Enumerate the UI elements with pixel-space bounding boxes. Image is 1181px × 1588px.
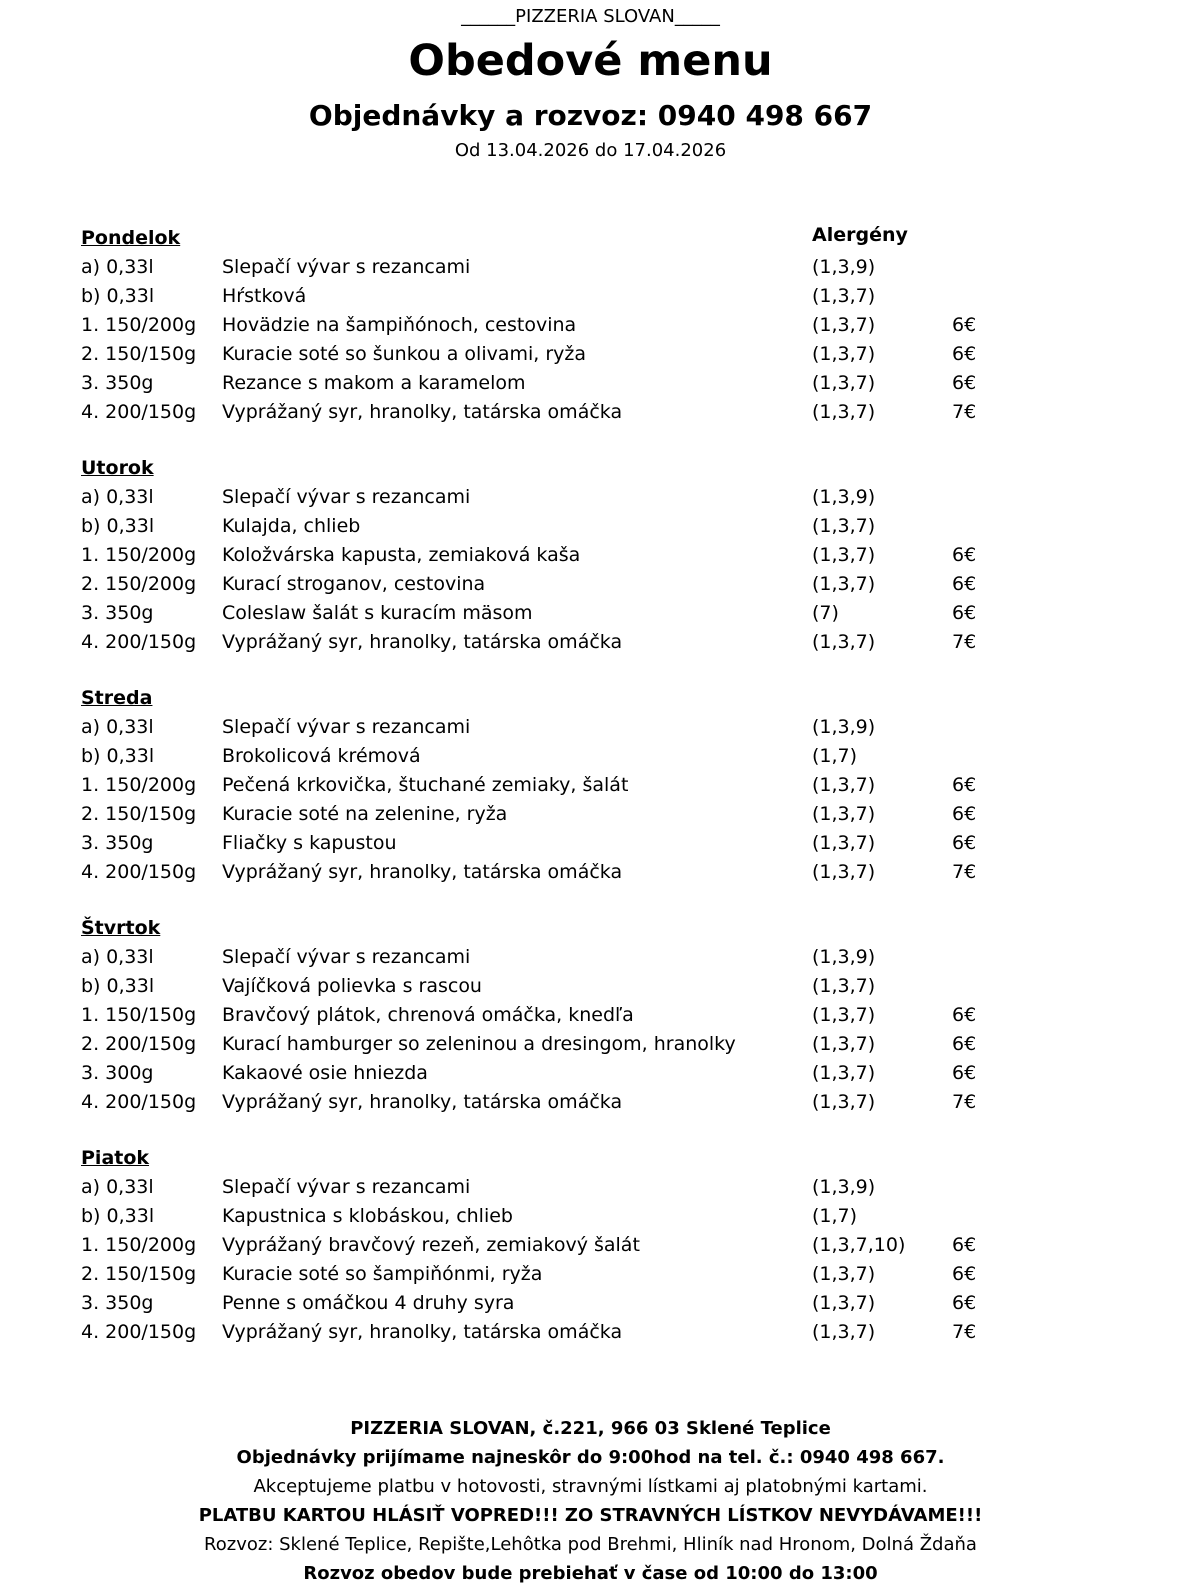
day-section-streda (81, 684, 1101, 914)
menu-item (81, 1231, 1101, 1260)
item-dish: Vyprážaný syr, hranolky, tatárska omáčka (222, 401, 623, 423)
item-price: 6€ (952, 602, 977, 624)
item-dish: Vajíčková polievka s rascou (222, 975, 482, 997)
footer-address: PIZZERIA SLOVAN, č.221, 966 03 Sklené Teplice (350, 1418, 831, 1439)
item-price: 6€ (952, 1004, 977, 1026)
item-price: 6€ (952, 343, 977, 365)
item-allergens: (1,3,7) (812, 774, 876, 796)
item-dish: Vyprážaný syr, hranolky, tatárska omáčka (222, 631, 623, 653)
item-dish: Vyprážaný bravčový rezeň, zemiakový šalát (222, 1234, 640, 1256)
item-allergens: (1,3,7) (812, 314, 876, 336)
item-code: 4. 200/150g (81, 861, 197, 883)
item-allergens: (1,3,7) (812, 1292, 876, 1314)
item-allergens: (1,3,7) (812, 861, 876, 883)
item-code: 4. 200/150g (81, 1091, 197, 1113)
item-allergens: (1,3,7,10) (812, 1234, 906, 1256)
item-price: 6€ (952, 832, 977, 854)
item-allergens: (1,3,7) (812, 372, 876, 394)
item-price: 6€ (952, 1234, 977, 1256)
item-dish: Vyprážaný syr, hranolky, tatárska omáčka (222, 1091, 623, 1113)
menu-item (81, 311, 1101, 340)
item-price: 6€ (952, 1033, 977, 1055)
day-section-pondelok (81, 224, 1101, 454)
item-price: 6€ (952, 544, 977, 566)
day-name: Utorok (81, 457, 154, 479)
menu-item (81, 858, 1101, 887)
item-allergens: (1,3,7) (812, 1091, 876, 1113)
item-price: 7€ (952, 1321, 977, 1343)
item-allergens: (1,3,7) (812, 975, 876, 997)
item-dish: Kulajda, chlieb (222, 515, 361, 537)
item-code: 1. 150/200g (81, 544, 197, 566)
item-code: 4. 200/150g (81, 631, 197, 653)
item-dish: Kurací hamburger so zeleninou a dresingom, hranolky (222, 1033, 736, 1055)
item-code: a) 0,33l (81, 716, 154, 738)
item-allergens: (1,7) (812, 1205, 858, 1227)
item-code: b) 0,33l (81, 975, 155, 997)
item-dish: Rezance s makom a karamelom (222, 372, 526, 394)
day-section-piatok (81, 1144, 1101, 1374)
menu-item (81, 1202, 1101, 1231)
item-dish: Vyprážaný syr, hranolky, tatárska omáčka (222, 861, 623, 883)
item-allergens: (1,3,7) (812, 1263, 876, 1285)
menu-item (81, 771, 1101, 800)
item-allergens: (1,3,7) (812, 832, 876, 854)
footer-info (0, 1414, 1181, 1588)
menu-item (81, 253, 1101, 282)
item-code: 1. 150/150g (81, 1004, 197, 1026)
item-price: 6€ (952, 1062, 977, 1084)
item-code: 4. 200/150g (81, 401, 197, 423)
item-dish: Slepačí vývar s rezancami (222, 1176, 471, 1198)
item-code: 2. 150/150g (81, 803, 197, 825)
item-code: b) 0,33l (81, 1205, 155, 1227)
item-allergens: (1,3,7) (812, 544, 876, 566)
item-allergens: (1,3,7) (812, 401, 876, 423)
weekly-menu (81, 224, 1101, 1374)
item-price: 7€ (952, 1091, 977, 1113)
item-dish: Penne s omáčkou 4 druhy syra (222, 1292, 515, 1314)
page-title: Obedové menu (408, 36, 773, 86)
item-price: 7€ (952, 861, 977, 883)
item-price: 6€ (952, 372, 977, 394)
item-allergens: (1,3,9) (812, 256, 876, 278)
footer-delivery-area: Rozvoz: Sklené Teplice, Repište,Lehôtka pod Brehmi, Hliník nad Hronom, Dolná Ždaňa (204, 1534, 977, 1555)
item-allergens: (1,3,7) (812, 1033, 876, 1055)
menu-item (81, 943, 1101, 972)
item-price: 6€ (952, 1263, 977, 1285)
menu-item (81, 369, 1101, 398)
item-code: 3. 350g (81, 832, 154, 854)
item-dish: Kuracie soté so šampiňónmi, ryža (222, 1263, 543, 1285)
item-dish: Kuracie soté so šunkou a olivami, ryža (222, 343, 587, 365)
item-dish: Kurací stroganov, cestovina (222, 573, 486, 595)
menu-item (81, 1059, 1101, 1088)
menu-item (81, 512, 1101, 541)
menu-item (81, 398, 1101, 427)
item-code: 4. 200/150g (81, 1321, 197, 1343)
menu-item (81, 1001, 1101, 1030)
menu-item (81, 972, 1101, 1001)
day-section-utorok (81, 454, 1101, 684)
item-code: 3. 350g (81, 1292, 154, 1314)
item-allergens: (1,3,7) (812, 1004, 876, 1026)
item-price: 6€ (952, 1292, 977, 1314)
item-code: b) 0,33l (81, 515, 155, 537)
item-allergens: (1,3,7) (812, 343, 876, 365)
item-allergens: (1,3,9) (812, 486, 876, 508)
menu-item (81, 1289, 1101, 1318)
item-allergens: (1,7) (812, 745, 858, 767)
item-price: 6€ (952, 314, 977, 336)
item-code: 2. 200/150g (81, 1033, 197, 1055)
day-name: Piatok (81, 1147, 150, 1169)
item-price: 7€ (952, 401, 977, 423)
item-allergens: (1,3,7) (812, 573, 876, 595)
item-code: 1. 150/200g (81, 774, 197, 796)
item-dish: Koložvárska kapusta, zemiaková kaša (222, 544, 581, 566)
menu-item (81, 1318, 1101, 1347)
menu-item (81, 1030, 1101, 1059)
footer-notice: PLATBU KARTOU HLÁSIŤ VOPRED!!! ZO STRAVNÝCH LÍSTKOV NEVYDÁVAME!!! (198, 1505, 983, 1526)
item-price: 6€ (952, 774, 977, 796)
item-dish: Hovädzie na šampiňónoch, cestovina (222, 314, 577, 336)
item-allergens: (1,3,9) (812, 716, 876, 738)
item-allergens: (1,3,7) (812, 1321, 876, 1343)
item-code: a) 0,33l (81, 1176, 154, 1198)
item-dish: Brokolicová krémová (222, 745, 421, 767)
item-dish: Coleslaw šalát s kuracím mäsom (222, 602, 533, 624)
item-allergens: (1,3,9) (812, 946, 876, 968)
menu-item (81, 541, 1101, 570)
item-code: 3. 350g (81, 372, 154, 394)
item-dish: Kuracie soté na zelenine, ryža (222, 803, 508, 825)
menu-item (81, 340, 1101, 369)
menu-item (81, 713, 1101, 742)
item-allergens: (1,3,7) (812, 285, 876, 307)
day-section-stvrtok (81, 914, 1101, 1144)
item-allergens: (1,3,9) (812, 1176, 876, 1198)
menu-item (81, 742, 1101, 771)
menu-item (81, 570, 1101, 599)
item-dish: Slepačí vývar s rezancami (222, 716, 471, 738)
item-dish: Hŕstková (222, 285, 307, 307)
allergen-column-header: Alergény (812, 224, 908, 246)
item-code: 3. 300g (81, 1062, 154, 1084)
menu-item (81, 1088, 1101, 1117)
item-code: a) 0,33l (81, 946, 154, 968)
item-allergens: (1,3,7) (812, 631, 876, 653)
day-name: Streda (81, 687, 153, 709)
item-dish: Slepačí vývar s rezancami (222, 256, 471, 278)
day-name: Pondelok (81, 227, 181, 249)
item-price: 7€ (952, 631, 977, 653)
item-price: 6€ (952, 803, 977, 825)
menu-item (81, 628, 1101, 657)
item-dish: Slepačí vývar s rezancami (222, 946, 471, 968)
item-allergens: (7) (812, 602, 839, 624)
item-price: 6€ (952, 573, 977, 595)
item-dish: Kakaové osie hniezda (222, 1062, 428, 1084)
footer-payment: Akceptujeme platbu v hotovosti, stravnými lístkami aj platobnými kartami. (253, 1476, 928, 1497)
menu-item (81, 829, 1101, 858)
item-dish: Slepačí vývar s rezancami (222, 486, 471, 508)
date-range: Od 13.04.2026 do 17.04.2026 (454, 140, 727, 161)
item-dish: Fliačky s kapustou (222, 832, 397, 854)
brand-name: ______PIZZERIA SLOVAN_____ (461, 6, 720, 27)
item-code: b) 0,33l (81, 285, 155, 307)
footer-delivery-time: Rozvoz obedov bude prebiehať v čase od 10:00 do 13:00 (303, 1563, 878, 1584)
item-code: 2. 150/150g (81, 1263, 197, 1285)
item-dish: Bravčový plátok, chrenová omáčka, knedľa (222, 1004, 634, 1026)
menu-item (81, 800, 1101, 829)
menu-item (81, 282, 1101, 311)
menu-item (81, 1260, 1101, 1289)
footer-orders: Objednávky prijímame najneskôr do 9:00hod na tel. č.: 0940 498 667. (236, 1447, 945, 1468)
item-code: 2. 150/150g (81, 343, 197, 365)
item-allergens: (1,3,7) (812, 1062, 876, 1084)
menu-item (81, 599, 1101, 628)
item-code: 2. 150/200g (81, 573, 197, 595)
item-dish: Vyprážaný syr, hranolky, tatárska omáčka (222, 1321, 623, 1343)
item-code: a) 0,33l (81, 256, 154, 278)
item-allergens: (1,3,7) (812, 803, 876, 825)
order-phone-line: Objednávky a rozvoz: 0940 498 667 (308, 99, 873, 132)
item-code: 3. 350g (81, 602, 154, 624)
day-name: Štvrtok (81, 917, 161, 939)
item-dish: Kapustnica s klobáskou, chlieb (222, 1205, 513, 1227)
item-code: b) 0,33l (81, 745, 155, 767)
item-allergens: (1,3,7) (812, 515, 876, 537)
menu-item (81, 483, 1101, 512)
item-code: 1. 150/200g (81, 1234, 197, 1256)
menu-item (81, 1173, 1101, 1202)
item-code: 1. 150/200g (81, 314, 197, 336)
item-code: a) 0,33l (81, 486, 154, 508)
item-dish: Pečená krkovička, štuchané zemiaky, šalát (222, 774, 629, 796)
